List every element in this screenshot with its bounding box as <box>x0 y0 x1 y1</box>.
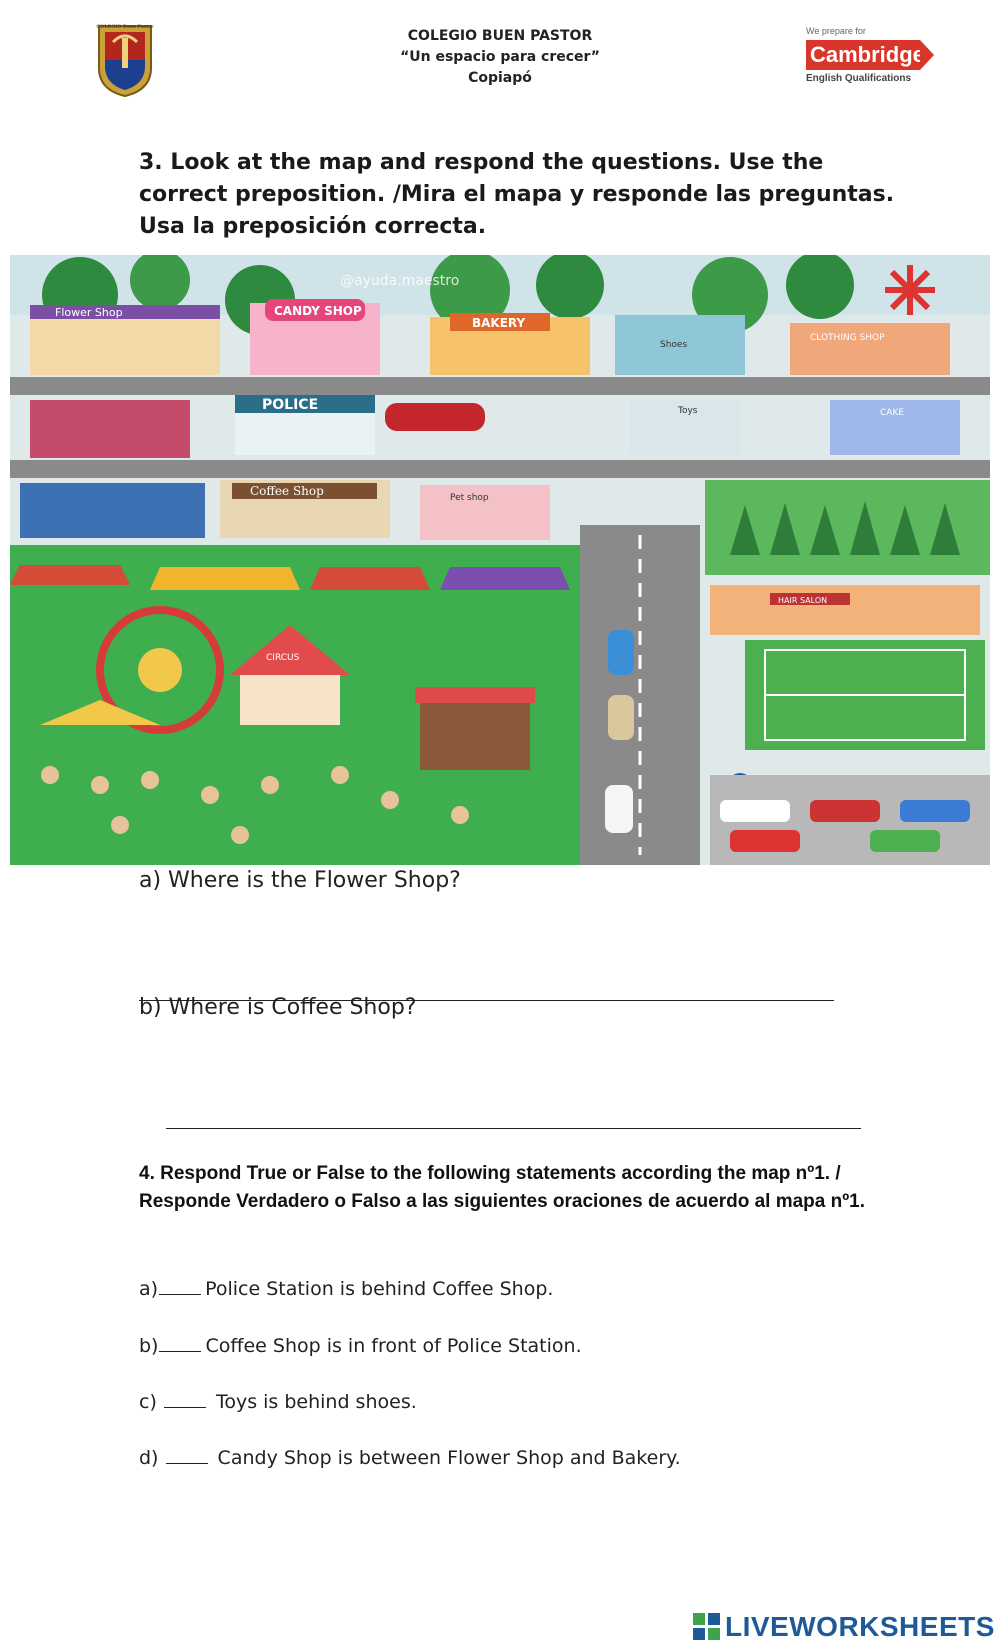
question-a-text: a) Where is the Flower Shop? <box>139 868 461 893</box>
statement-b-text: Coffee Shop is in front of Police Station. <box>205 1335 582 1357</box>
liveworksheets-icon <box>693 1613 721 1641</box>
map-label-flower-shop: Flower Shop <box>55 306 123 319</box>
statement-a-prefix: a) <box>139 1278 159 1300</box>
liveworksheets-brand: LIVEWORKSHEETS <box>725 1611 995 1642</box>
map-label-candy-shop: CANDY SHOP <box>274 304 362 318</box>
statement-b-prefix: b) <box>139 1335 159 1357</box>
section-3-instructions: 3. Look at the map and respond the questions. Use the correct preposition. /Mira el mapa y responde las preguntas. Usa la preposición correcta. <box>139 150 895 239</box>
statement-a <box>139 1276 553 1300</box>
cambridge-logo <box>806 26 956 96</box>
map-label-circus: CIRCUS <box>266 653 300 663</box>
liveworksheets-logo <box>693 1612 993 1642</box>
map-label-police: POLICE <box>262 397 319 413</box>
section-4-instructions: 4. Respond True or False to the following statements according the map nº1. / Responde Verdadero o Falso a las siguientes oraciones de acuerdo al mapa nº1. <box>139 1163 866 1212</box>
statement-d-text: Candy Shop is between Flower Shop and Bakery. <box>211 1447 681 1469</box>
school-name: COLEGIO BUEN PASTOR <box>407 28 593 44</box>
map-label-pet-shop: Pet shop <box>450 493 489 503</box>
map-label-shoes: Shoes <box>660 340 688 350</box>
map-label-clothing-shop: CLOTHING SHOP <box>810 333 885 343</box>
map-label-coffee-shop: Coffee Shop <box>250 484 324 498</box>
statement-d <box>139 1445 681 1469</box>
school-motto: “Un espacio para crecer” <box>400 49 600 65</box>
statement-a-text: Police Station is behind Coffee Shop. <box>205 1278 554 1300</box>
map-label-cake: CAKE <box>880 408 905 418</box>
map-label-toys: Toys <box>678 406 698 416</box>
cambridge-brand: Cambridge <box>806 40 920 70</box>
map-label-hair-salon: HAIR SALON <box>778 596 828 605</box>
town-map-illustration <box>10 255 990 865</box>
statement-a-blank[interactable] <box>159 1276 201 1295</box>
statement-c-text: Toys is behind shoes. <box>209 1391 417 1413</box>
statement-c-blank[interactable] <box>164 1389 206 1408</box>
school-header <box>330 26 670 89</box>
statement-c <box>139 1389 417 1413</box>
map-label-bakery: BAKERY <box>472 316 526 330</box>
question-b-text: b) Where is Coffee Shop? <box>139 995 417 1020</box>
crest-text: COLEGIO Buen Pastor <box>96 24 154 30</box>
statement-c-prefix: c) <box>139 1391 163 1413</box>
school-city: Copiapó <box>468 70 532 86</box>
statement-d-prefix: d) <box>139 1447 165 1469</box>
statement-b <box>139 1333 582 1357</box>
cambridge-pre-text: We prepare for <box>806 26 866 36</box>
answer-b-line[interactable] <box>166 1128 861 1129</box>
statement-d-blank[interactable] <box>166 1445 208 1464</box>
cambridge-sub-text: English Qualifications <box>806 73 912 84</box>
school-crest-logo <box>95 20 155 98</box>
statement-b-blank[interactable] <box>159 1333 201 1352</box>
map-watermark: @ayuda.maestro <box>340 273 460 289</box>
